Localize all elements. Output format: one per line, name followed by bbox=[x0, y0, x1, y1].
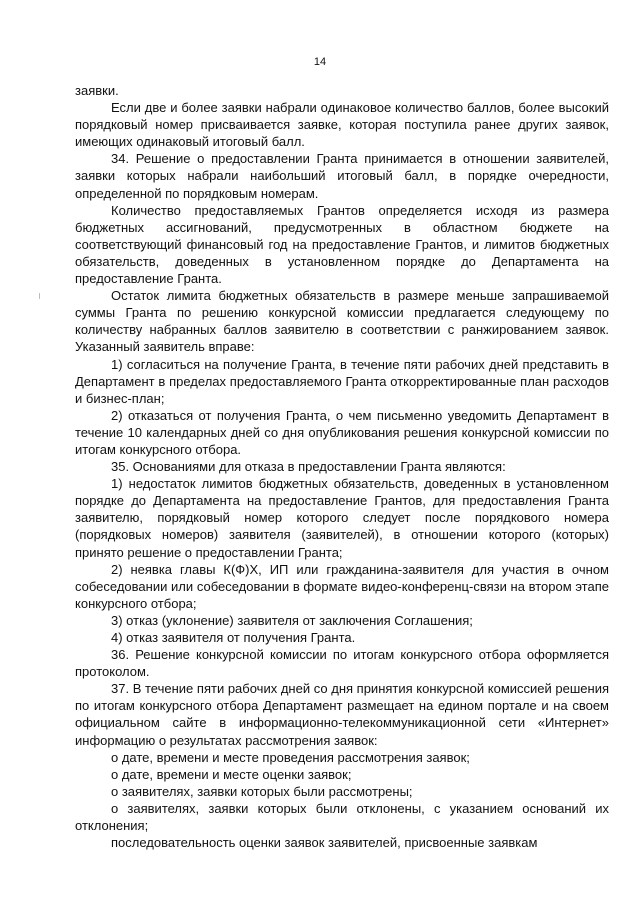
list-item: о дате, времени и месте оценки заявок; bbox=[111, 766, 352, 782]
list-item: последовательность оценки заявок заявителей, присвоенные заявкам bbox=[111, 835, 538, 851]
list-item: о заявителях, заявки которых были рассмотрены; bbox=[111, 783, 413, 799]
list-item: 1) согласиться на получение Гранта, в течение пяти рабочих дней представить в Департамент в пределах предоставляемого Гранта откорректированные план расходов и бизнес-план; bbox=[75, 356, 609, 406]
paragraph: 35. Основаниями для отказа в предоставлении Гранта являются: bbox=[111, 459, 506, 475]
document-body bbox=[75, 82, 609, 851]
list-item: о дате, времени и месте проведения рассмотрения заявок; bbox=[111, 749, 470, 765]
paragraph: Количество предоставляемых Грантов определяется исходя из размера бюджетных ассигнований, предусмотренных в областном бюджете на соответствующий финансовый год на предоставление Грантов, и лимитов бюджетных обязательств, доведенных в установленном порядке до Департамента на предоставление Гранта. bbox=[75, 202, 609, 287]
paragraph: заявки. bbox=[75, 83, 119, 98]
list-item: о заявителях, заявки которых были отклонены, с указанием оснований их отклонения; bbox=[75, 800, 609, 834]
paragraph: 36. Решение конкурсной комиссии по итогам конкурсного отбора оформляется протоколом. bbox=[75, 647, 609, 680]
list-item: 3) отказ (уклонение) заявителя от заключения Соглашения; bbox=[111, 612, 473, 628]
page-number: 14 bbox=[313, 56, 327, 68]
paragraph: Остаток лимита бюджетных обязательств в размере меньше запрашиваемой суммы Гранта по решению конкурсной комиссии предлагается следующему по количеству набранных баллов заявителю в соответствии с ранжированием заявок. Указанный заявитель вправе: bbox=[75, 288, 609, 355]
list-item: 4) отказ заявителя от получения Гранта. bbox=[111, 630, 356, 645]
paragraph: 37. В течение пяти рабочих дней со дня принятия конкурсной комиссией решения по итогам конкурсного отбора Департамент размещает на едином портале и на своем официальном сайте в информационно-телекоммуникационной сети «Интернет» информацию о результатах рассмотрения заявок: bbox=[75, 681, 609, 748]
paragraph: 34. Решение о предоставлении Гранта принимается в отношении заявителей, заявки которых набрали наибольший итоговый балл, в порядке очередности, определенной по порядковым номерам. bbox=[75, 151, 609, 201]
list-item: 1) недостаток лимитов бюджетных обязательств, доведенных в установленном порядке до Департамента на предоставление Грантов, для предоставления Гранта заявителю, порядковый номер которого следует после порядкового номера (порядковых номеров) заявителя (заявителей), в отношении которого (которых) принято решение о предоставлении Гранта; bbox=[75, 476, 609, 560]
list-item: 2) отказаться от получения Гранта, о чем письменно уведомить Департамент в течение 10 календарных дней со дня опубликования решения конкурсной комиссии по итогам конкурсного отбора. bbox=[75, 407, 609, 457]
margin-mark bbox=[39, 293, 40, 299]
list-item: 2) неявка главы К(Ф)Х, ИП или гражданина-заявителя для участия в очном собеседовании или собеседовании в формате видео-конференц-связи на втором этапе конкурсного отбора; bbox=[75, 561, 609, 611]
paragraph: Если две и более заявки набрали одинаковое количество баллов, более высокий порядковый номер присваивается заявке, которая поступила ранее других заявок, имеющих одинаковый итоговый балл. bbox=[75, 100, 609, 150]
